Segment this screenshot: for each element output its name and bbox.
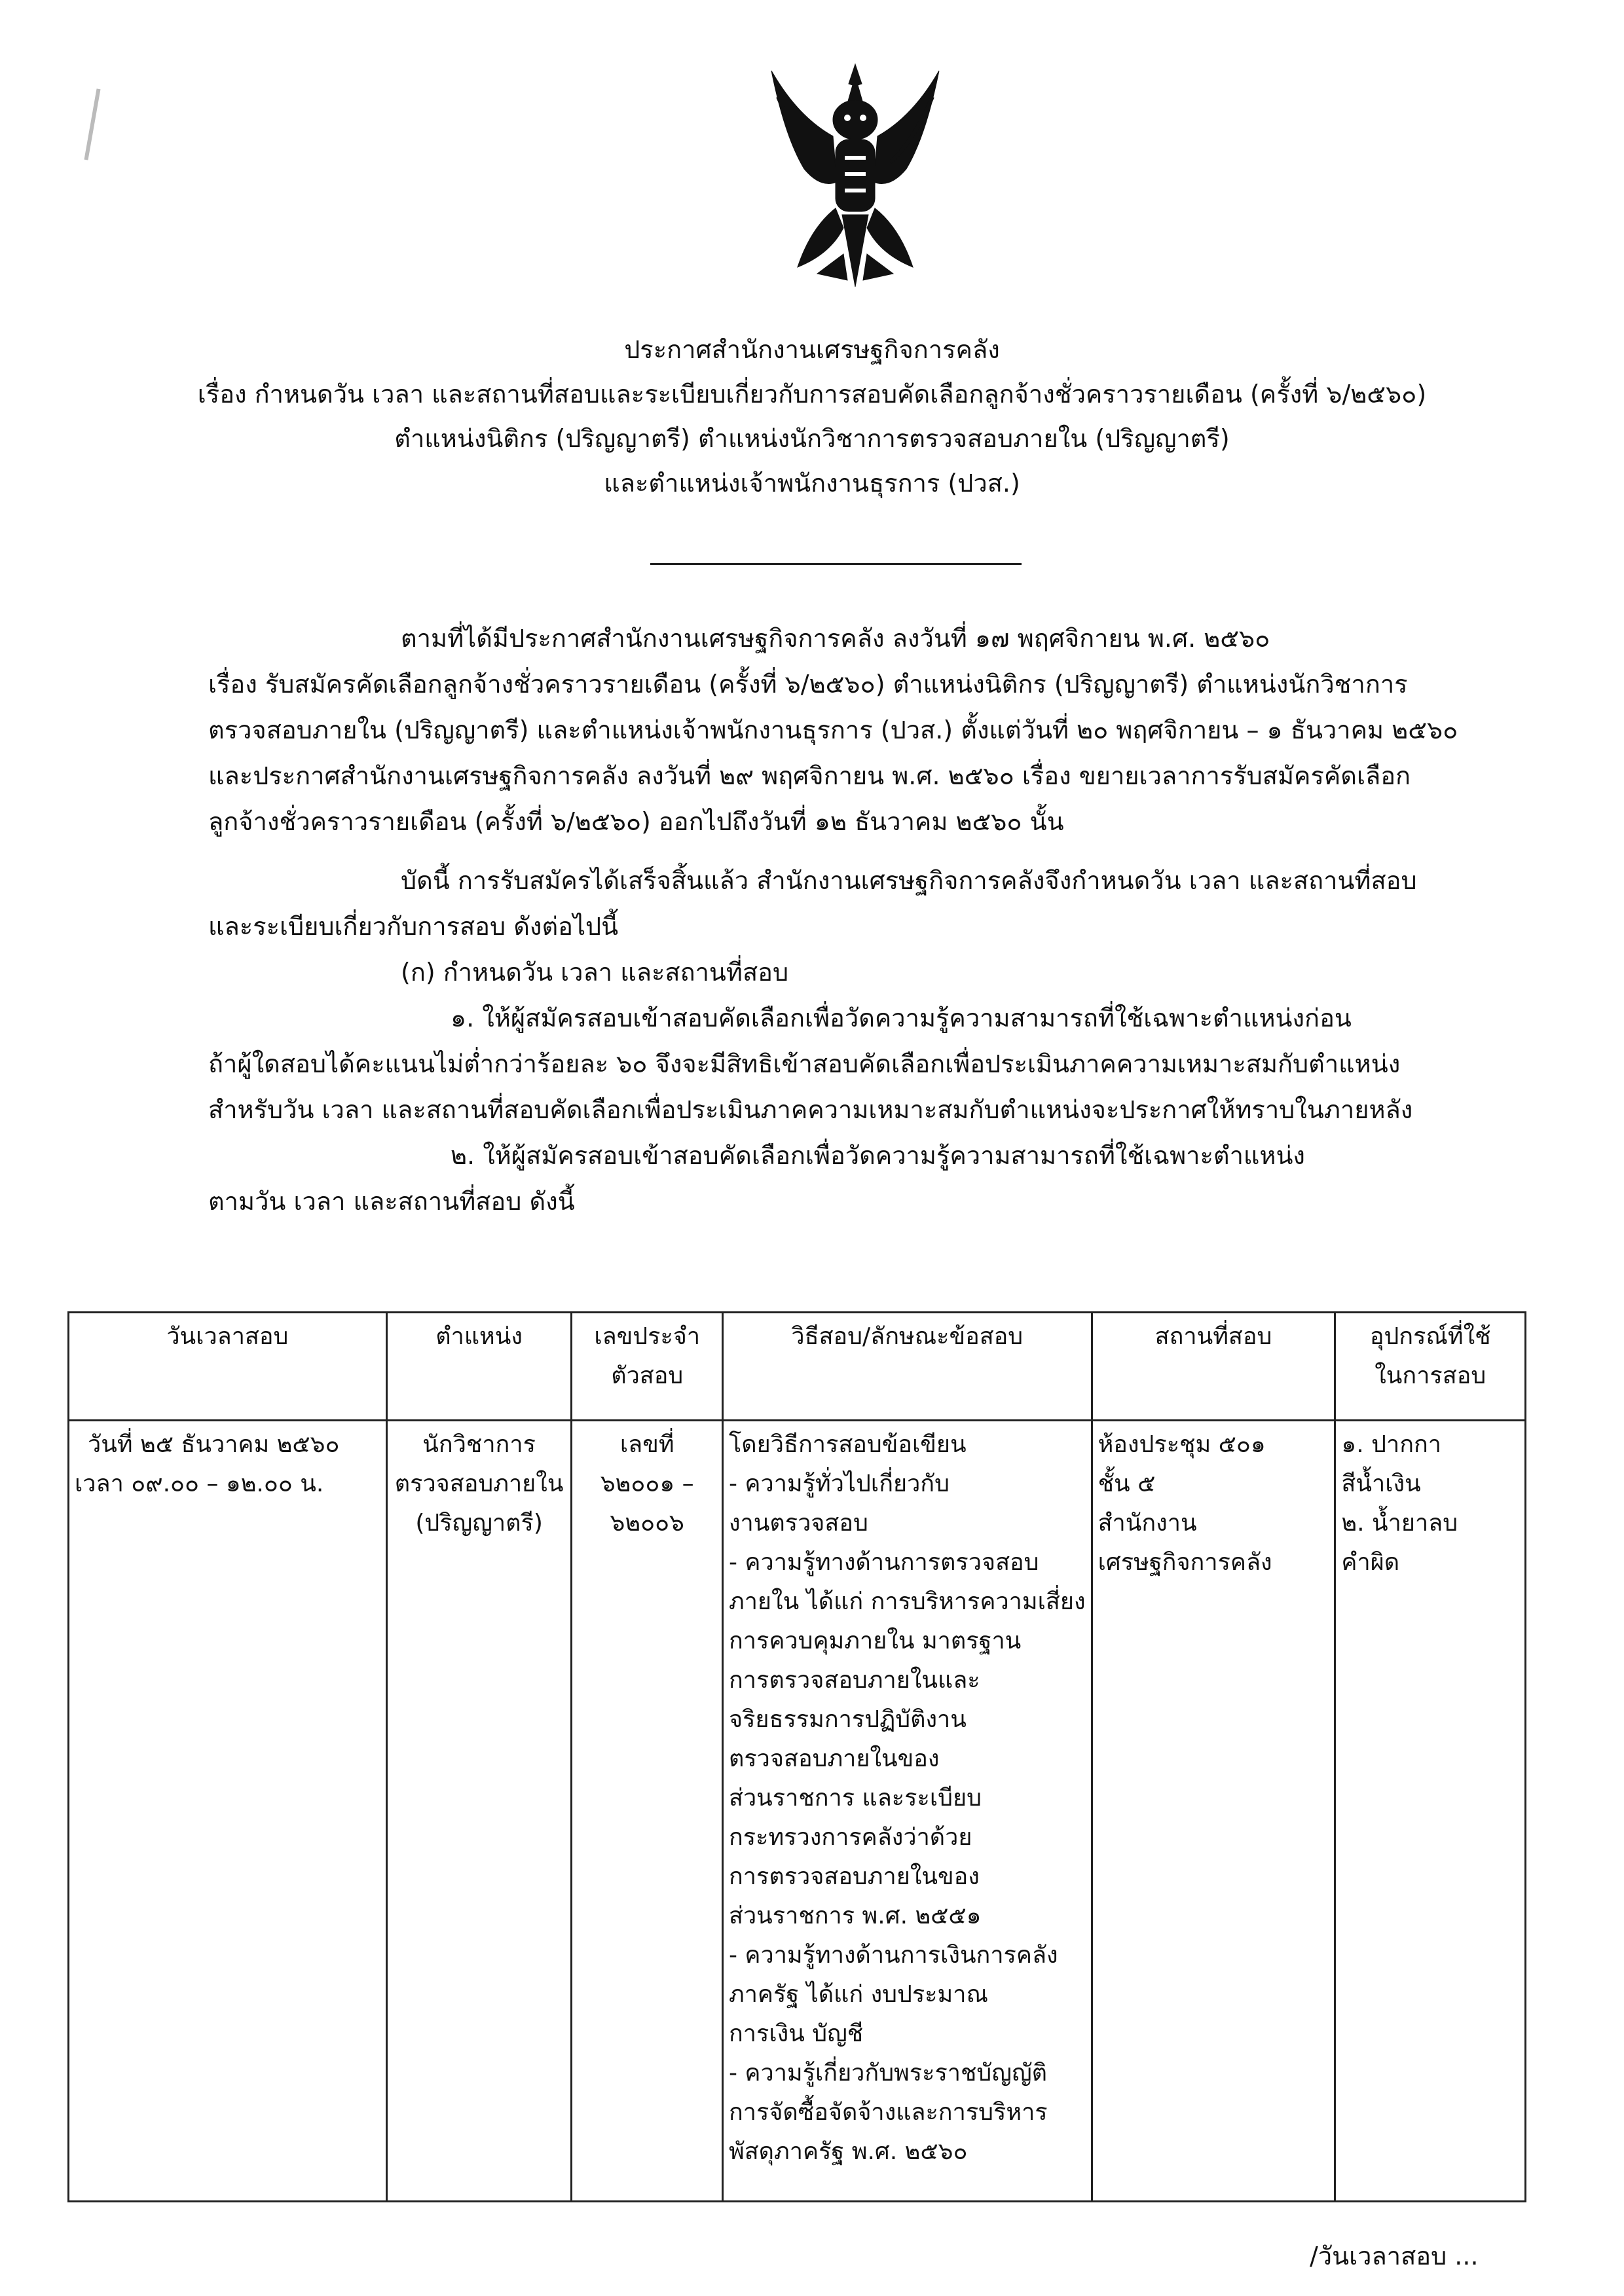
cell-exam-number: เลขที่ ๖๒๐๐๑ – ๖๒๐๐๖ xyxy=(572,1421,722,2202)
cell-method: โดยวิธีการสอบข้อเขียน - ความรู้ทั่วไปเกี่ยวกับ งานตรวจสอบ - ความรู้ทางด้านการตรวจสอบ ภายใน ได้แก่ การบริหารความเสี่ยง การควบคุมภายใน มาตรฐาน การตรวจสอบภายในและ จริยธรรมการปฏิบัติงาน ตรวจสอบภายในของ ส่วนราชการ และระเบียบ กระทรวงการคลังว่าด้วย การตรวจสอบภายในของ ส่วนราชการ พ.ศ. ๒๕๕๑ - ความรู้ทางด้านการเงินการคลัง ภาครัฐ ได้แก่ งบประมาณ การเงิน บัญชี - ความรู้เกี่ยวกับพระราชบัญญัติ การจัดซื้อจัดจ้างและการบริหาร พัสดุภาครัฐ พ.ศ. ๒๕๖๐ xyxy=(722,1421,1092,2202)
subject-line-2: ตำแหน่งนิติกร (ปริญญาตรี) ตำแหน่งนักวิชาการตรวจสอบภายใน (ปริญญาตรี) xyxy=(394,424,1230,453)
para1-line: ตรวจสอบภายใน (ปริญญาตรี) และตำแหน่งเจ้าพนักงานธุรการ (ปวส.) ตั้งแต่วันที่ ๒๐ พฤศจิกายน – ๑ ธันวาคม ๒๕๖๐ xyxy=(208,716,1458,744)
item1-line: สำหรับวัน เวลา และสถานที่สอบคัดเลือกเพื่อประเมินภาคความเหมาะสมกับตำแหน่งจะประกาศให้ทราบในภายหลัง xyxy=(208,1095,1413,1124)
cell-place: ห้องประชุม ๕๐๑ ชั้น ๕ สำนักงาน เศรษฐกิจการคลัง xyxy=(1092,1421,1335,2202)
cell-position: นักวิชาการ ตรวจสอบภายใน (ปริญญาตรี) xyxy=(386,1421,572,2202)
item1-line: ๑. ให้ผู้สมัครสอบเข้าสอบคัดเลือกเพื่อวัดความรู้ความสามารถที่ใช้เฉพาะตำแหน่งก่อน xyxy=(451,1004,1352,1032)
para1-line: และประกาศสำนักงานเศรษฐกิจการคลัง ลงวันที่ ๒๙ พฤศจิกายน พ.ศ. ๒๕๖๐ เรื่อง ขยายเวลาการรับสมัครคัดเลือก xyxy=(208,761,1411,790)
header-equipment: อุปกรณ์ที่ใช้ ในการสอบ xyxy=(1335,1313,1526,1421)
header-exam-date: วันเวลาสอบ xyxy=(69,1313,387,1421)
continued-marker: /วันเวลาสอบ ... xyxy=(1310,2242,1479,2270)
header-position: ตำแหน่ง xyxy=(386,1313,572,1421)
para1-line: ตามที่ได้มีประกาศสำนักงานเศรษฐกิจการคลัง ลงวันที่ ๑๗ พฤศจิกายน พ.ศ. ๒๕๖๐ xyxy=(401,624,1270,653)
para2-line: และระเบียบเกี่ยวกับการสอบ ดังต่อไปนี้ xyxy=(208,912,619,941)
cell-date: วันที่ ๒๕ ธันวาคม ๒๕๖๐ เวลา ๐๙.๐๐ – ๑๒.๐๐ น. xyxy=(69,1421,387,2202)
item2-line: ๒. ให้ผู้สมัครสอบเข้าสอบคัดเลือกเพื่อวัดความรู้ความสามารถที่ใช้เฉพาะตำแหน่ง xyxy=(451,1141,1305,1170)
item1-line: ถ้าผู้ใดสอบได้คะแนนไม่ต่ำกว่าร้อยละ ๖๐ จึงจะมีสิทธิเข้าสอบคัดเลือกเพื่อประเมินภาคความเหมาะสมกับตำแหน่ง xyxy=(208,1049,1401,1078)
scan-mark xyxy=(84,88,100,160)
para2-line: บัดนี้ การรับสมัครได้เสร็จสิ้นแล้ว สำนักงานเศรษฐกิจการคลังจึงกำหนดวัน เวลา และสถานที่สอบ xyxy=(401,866,1417,895)
section-a-heading: (ก) กำหนดวัน เวลา และสถานที่สอบ xyxy=(401,958,789,987)
table-row xyxy=(69,1421,1526,2202)
subject-line-3: และตำแหน่งเจ้าพนักงานธุรการ (ปวส.) xyxy=(604,469,1020,498)
subject-line-1: เรื่อง กำหนดวัน เวลา และสถานที่สอบและระเบียบเกี่ยวกับการสอบคัดเลือกลูกจ้างชั่วคราวรายเดือน (ครั้งที่ ๖/๒๕๖๐) xyxy=(197,380,1427,409)
header-exam-method: วิธีสอบ/ลักษณะข้อสอบ xyxy=(722,1313,1092,1421)
header-exam-place: สถานที่สอบ xyxy=(1092,1313,1335,1421)
body-text xyxy=(208,615,1518,1224)
exam-schedule-table xyxy=(67,1311,1526,2202)
heading-divider xyxy=(650,563,1022,565)
para1-line: เรื่อง รับสมัครคัดเลือกลูกจ้างชั่วคราวรายเดือน (ครั้งที่ ๖/๒๕๖๐) ตำแหน่งนิติกร (ปริญญาตรี) ตำแหน่งนักวิชาการ xyxy=(208,670,1408,699)
table-header-row xyxy=(69,1313,1526,1421)
header-exam-number: เลขประจำ ตัวสอบ xyxy=(572,1313,722,1421)
garuda-emblem-icon xyxy=(758,58,952,297)
para1-line: ลูกจ้างชั่วคราวรายเดือน (ครั้งที่ ๖/๒๕๖๐) ออกไปถึงวันที่ ๑๒ ธันวาคม ๒๕๖๐ นั้น xyxy=(208,807,1064,836)
announcement-title: ประกาศสำนักงานเศรษฐกิจการคลัง xyxy=(624,335,1000,364)
document-heading xyxy=(0,327,1624,505)
cell-equipment: ๑. ปากกา สีน้ำเงิน ๒. น้ำยาลบ คำผิด xyxy=(1335,1421,1526,2202)
item2-line: ตามวัน เวลา และสถานที่สอบ ดังนี้ xyxy=(208,1187,575,1216)
